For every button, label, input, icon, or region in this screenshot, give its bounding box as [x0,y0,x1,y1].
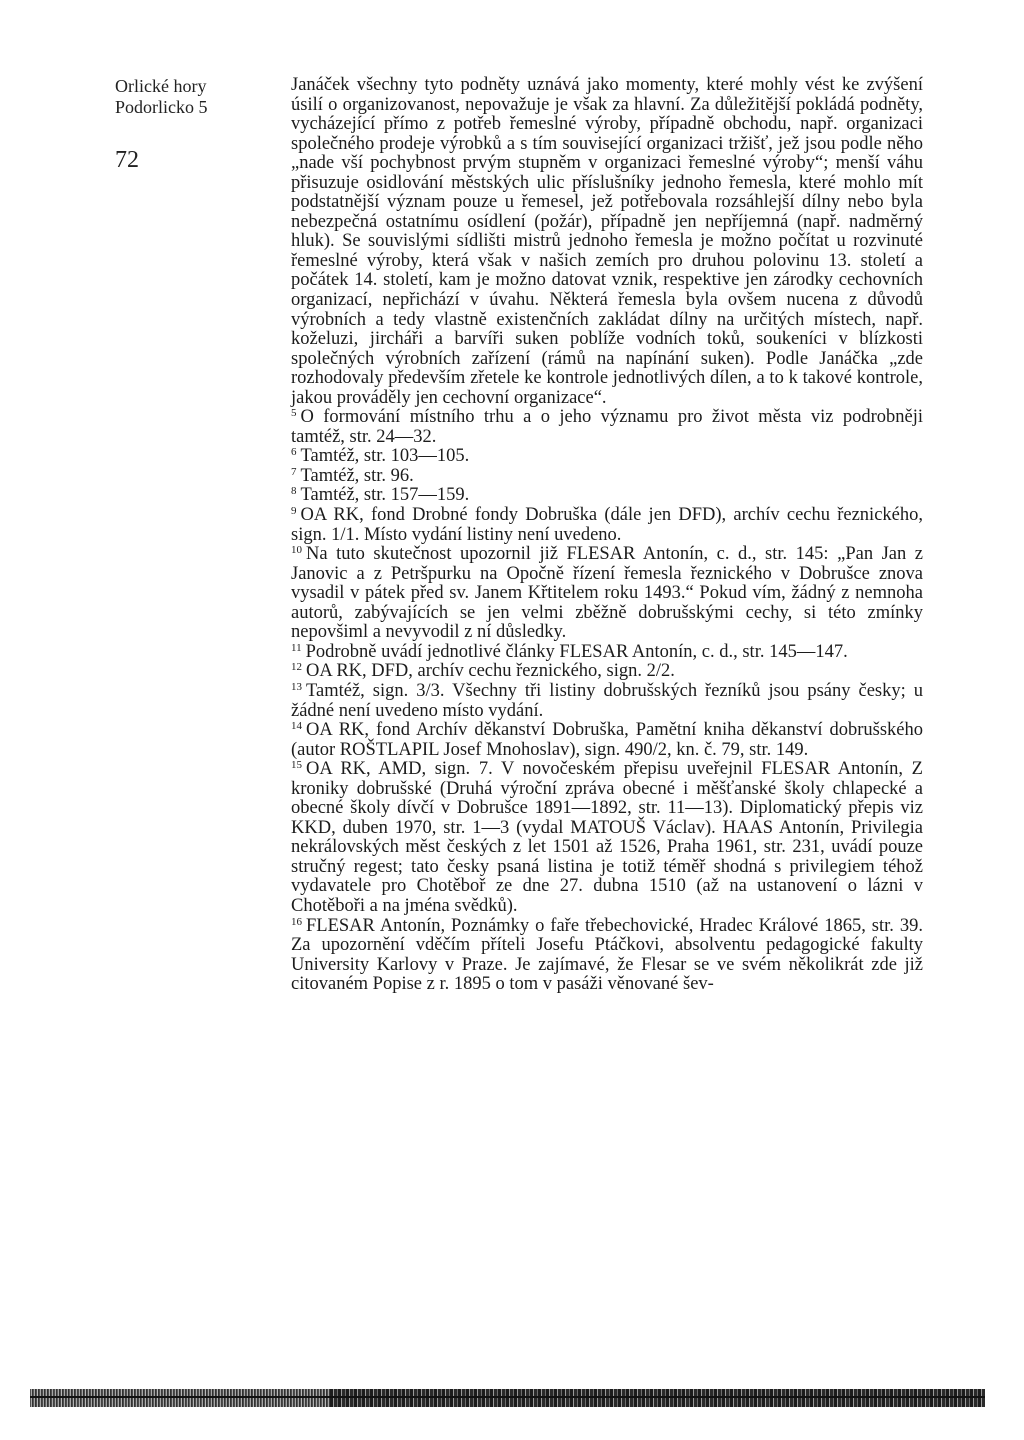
scan-artifact-bar [30,1389,985,1407]
page-content [291,76,923,995]
page-number: 72 [115,147,139,173]
footnote-text: OA RK, fond Drobné fondy Dobruška (dále jen DFD), archív cechu řeznického, sign. 1/1. Místo vydání listiny není uvedeno. [291,505,923,545]
footnote-text: OA RK, AMD, sign. 7. V novočeském přepisu uveřejnil FLESAR Antonín, Z kroniky dobrušské (Druhá výroční zpráva obecné i měšťanské školy chlapecké a obecné školy dívčí v Dobrušce 1891—1892, str. 11—13). Diplomatický přepis viz KKD, duben 1970, str. 1—3 (vydal MATOUŠ Václav). HAAS Antonín, Privilegia nekrálovských měst českých z let 1501 až 1526, Praha 1961, str. 231, uvádí pouze stručný regest; tato česky psaná listina je totiž téměř shodná s privilegiem téhož vydavatele pro Chotěboř ze dne 27. dubna 1510 (až na ustanovení o lázni v Chotěboři a na jména svědků). [291,759,923,916]
footnote [291,643,923,663]
footnote-number: 8 [291,485,297,498]
footnote-text: Podrobně uvádí jednotlivé články FLESAR Antonín, c. d., str. 145—147. [305,641,848,662]
footnote-number: 13 [291,680,302,693]
footnote-number: 15 [291,759,302,772]
footnote-number: 11 [291,641,302,654]
footnote-number: 7 [291,465,297,478]
running-header [115,76,265,174]
footnote-text: Na tuto skutečnost upozornil již FLESAR Antonín, c. d., str. 145: „Pan Jan z Janovic a z Petršpurku na Opočně řízení řemesla řeznického v Dobrušce znova vysadil v pátek před sv. Janem Křtitelem roku 1493.“ Pokud vím, žádný z nemnoha autorů, zabývajících se jen velmi zběžně dobrušskými cechy, si této zmínky nepovšiml a nevyvodil z ní důsledky. [291,544,923,643]
footnote [291,467,923,487]
footnotes-list [291,408,923,994]
footnote [291,506,923,545]
footnote-text: Tamtéž, str. 103—105. [300,446,470,467]
body-paragraph: Janáček všechny tyto podněty uznává jako momenty, které mohly vést ke zvýšení úsilí o organizovanost, nepovažuje je však za hlavní. Za důležitější pokládá podněty, vycházející přímo z potřeb řemeslné výroby, případně obchodu, např. organizaci společného prodeje výrobků a s tím související organizaci tržišť, jež jsou podle něho „nade vší pochybnost prvým stupněm v organizaci řemeslné výroby“; menší váhu přisuzuje osidlování městských ulic příslušníky jednoho řemesla, které mohlo mít podstatnější význam pouze u řemesel, jež potřebovala rozsáhlejší dílny nebo byla nebezpečná ostatnímu osídlení (požár), případně jen nepříjemná (např. nadměrný hluk). Se souvislými sídlišti mistrů jednoho řemesla je možno počítat u rozvinuté řemeslné výroby, která však v našich zemích pro druhou polovinu 13. století a počátek 14. století, kam je možno datovat vznik, respektive jen zárodky cechovních organizací, nepřichází v úvahu. Některá řemesla byla ovšem nucena z důvodů výrobních a tedy vlastně existenčních zakládat dílny na určitých místech, např. koželuzi, jircháři a barvíři suken poblíže vodních toků, soukeníci v blízkosti společných výrobních zařízení (rámů na napínání suken). Podle Janáčka „zde rozhodovaly především zřetele ke kontrole jednotlivých dílen, a to k takové kontrole, jakou prováděly jen cechovní organizace“. [291,75,923,408]
footnote [291,917,923,995]
footnote [291,662,923,682]
footnote [291,545,923,643]
footnote-number: 9 [291,505,297,518]
footnote-number: 16 [291,915,302,928]
footnote-text: Tamtéž, sign. 3/3. Všechny tři listiny dobrušských řezníků jsou psány česky; u žádné není uvedeno místo vydání. [291,680,923,721]
footnote-text: FLESAR Antonín, Poznámky o faře třebechovické, Hradec Králové 1865, str. 39. Za upozornění vděčím příteli Josefu Ptáčkovi, absolventu pedagogické fakulty University Karlovy v Praze. Je zajímavé, že Flesar se ve svém několikrát zde již citovaném Popise z r. 1895 o tom v pasáži věnované šev- [291,915,923,995]
footnote-number: 10 [291,544,302,557]
footnote [291,486,923,506]
footnote [291,408,923,447]
footnote [291,721,923,760]
footnote-text: Tamtéž, str. 157—159. [300,485,470,506]
footnote [291,760,923,916]
footnote-text: Tamtéž, str. 96. [300,465,414,486]
footnote [291,447,923,467]
footnote-text: OA RK, DFD, archív cechu řeznického, sign. 2/2. [306,661,675,682]
section-title: Orlické hory [115,76,207,96]
footnote-text: OA RK, fond Archív děkanství Dobruška, Pamětní kniha děkanství dobrušského (autor ROŠTLAPIL Josef Mnohoslav), sign. 490/2, kn. č. 79, str. 149. [291,720,923,760]
footnote-number: 6 [291,446,297,459]
footnote-number: 14 [291,720,302,733]
footnote-number: 5 [291,407,297,420]
footnote [291,682,923,721]
footnote-number: 12 [291,661,302,674]
section-subtitle: Podorlicko 5 [115,97,208,117]
footnote-text: O formování místního trhu a o jeho významu pro život města viz podrobněji tamtéž, str. 24—32. [291,407,923,447]
